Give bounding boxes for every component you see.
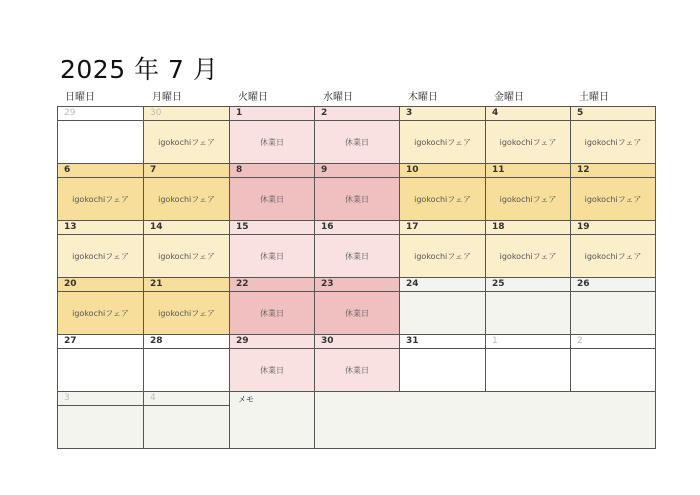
weekday-header — [57, 91, 656, 105]
day-cell[interactable] — [400, 335, 486, 392]
memo-label-cell — [230, 392, 315, 449]
day-event-label: 休業日 — [315, 291, 399, 334]
day-event-label: igokochiフェア — [571, 120, 655, 163]
day-event-label — [486, 291, 570, 334]
day-number: 5 — [577, 108, 584, 118]
day-event-label: igokochiフェア — [400, 120, 485, 163]
day-cell[interactable] — [57, 221, 144, 278]
day-cell[interactable] — [571, 278, 656, 335]
day-event-label: 休業日 — [230, 291, 314, 334]
day-cell[interactable] — [230, 335, 315, 392]
day-event-label — [400, 348, 485, 391]
day-number: 1 — [492, 336, 498, 346]
day-number: 12 — [577, 165, 590, 175]
day-event-label: 休業日 — [315, 234, 399, 277]
day-cell[interactable] — [486, 164, 571, 221]
day-number: 21 — [150, 279, 163, 289]
day-cell[interactable] — [315, 107, 400, 164]
weekday-label: 水曜日 — [323, 92, 353, 103]
day-cell[interactable] — [571, 107, 656, 164]
day-cell[interactable] — [57, 335, 144, 392]
memo-label: メモ — [238, 395, 254, 404]
day-cell[interactable] — [144, 107, 230, 164]
day-cell[interactable] — [57, 107, 144, 164]
day-cell[interactable] — [486, 107, 571, 164]
day-number: 27 — [64, 336, 77, 346]
day-cell[interactable] — [486, 278, 571, 335]
day-cell[interactable] — [315, 335, 400, 392]
day-number: 25 — [492, 279, 505, 289]
day-event-label — [400, 291, 485, 334]
day-number: 15 — [236, 222, 249, 232]
day-cell[interactable] — [144, 392, 230, 449]
day-number: 29 — [236, 336, 249, 346]
day-cell[interactable] — [230, 164, 315, 221]
weekday-label: 土曜日 — [579, 92, 609, 103]
day-cell[interactable] — [486, 221, 571, 278]
day-event-label: 休業日 — [230, 348, 314, 391]
day-cell[interactable] — [57, 392, 144, 449]
day-cell[interactable] — [144, 221, 230, 278]
day-event-label — [571, 291, 655, 334]
day-event-label: igokochiフェア — [400, 234, 485, 277]
day-event-label: igokochiフェア — [58, 234, 143, 277]
day-number: 10 — [406, 165, 419, 175]
weekday-label: 月曜日 — [152, 92, 182, 103]
day-cell[interactable] — [230, 221, 315, 278]
day-cell[interactable] — [315, 164, 400, 221]
day-number: 30 — [321, 336, 334, 346]
day-event-label: igokochiフェア — [144, 234, 229, 277]
day-cell[interactable] — [400, 221, 486, 278]
day-cell[interactable] — [315, 278, 400, 335]
day-event-label: 休業日 — [315, 348, 399, 391]
day-number: 23 — [321, 279, 334, 289]
calendar-grid — [57, 107, 656, 449]
day-cell[interactable] — [57, 164, 144, 221]
day-cell[interactable] — [571, 335, 656, 392]
day-cell[interactable] — [144, 164, 230, 221]
day-event-label: igokochiフェア — [486, 234, 570, 277]
day-number: 17 — [406, 222, 419, 232]
day-number: 13 — [64, 222, 77, 232]
day-event-label — [571, 348, 655, 391]
day-number: 14 — [150, 222, 163, 232]
day-number: 30 — [150, 108, 162, 118]
day-cell[interactable] — [144, 278, 230, 335]
day-event-label — [144, 405, 229, 448]
day-number: 31 — [406, 336, 419, 346]
day-event-label: igokochiフェア — [58, 291, 143, 334]
day-number: 3 — [64, 393, 70, 403]
day-event-label: igokochiフェア — [144, 177, 229, 220]
day-event-label: 休業日 — [230, 177, 314, 220]
day-event-label — [486, 348, 570, 391]
day-event-label: igokochiフェア — [144, 120, 229, 163]
day-number: 22 — [236, 279, 249, 289]
day-number: 3 — [406, 108, 413, 118]
day-event-label: igokochiフェア — [486, 177, 570, 220]
day-event-label: igokochiフェア — [486, 120, 570, 163]
day-cell[interactable] — [571, 221, 656, 278]
day-number: 19 — [577, 222, 590, 232]
day-cell[interactable] — [315, 221, 400, 278]
day-number: 11 — [492, 165, 505, 175]
day-event-label: igokochiフェア — [144, 291, 229, 334]
memo-area[interactable] — [315, 392, 656, 449]
day-number: 20 — [64, 279, 77, 289]
day-event-label: 休業日 — [315, 177, 399, 220]
day-event-label — [58, 348, 143, 391]
weekday-label: 火曜日 — [238, 92, 268, 103]
day-cell[interactable] — [57, 278, 144, 335]
day-cell[interactable] — [144, 335, 230, 392]
day-cell[interactable] — [400, 107, 486, 164]
day-number: 29 — [64, 108, 76, 118]
day-number: 2 — [577, 336, 583, 346]
day-cell[interactable] — [230, 278, 315, 335]
day-number: 1 — [236, 108, 243, 118]
day-number: 4 — [492, 108, 499, 118]
day-cell[interactable] — [400, 164, 486, 221]
day-cell[interactable] — [230, 107, 315, 164]
day-cell[interactable] — [571, 164, 656, 221]
day-event-label — [58, 405, 143, 448]
day-event-label: igokochiフェア — [571, 177, 655, 220]
weekday-label: 金曜日 — [494, 92, 524, 103]
page-title: 2025 年 7 月 — [60, 55, 219, 84]
day-number: 28 — [150, 336, 163, 346]
day-event-label — [58, 120, 143, 163]
day-number: 4 — [150, 393, 156, 403]
day-event-label: 休業日 — [230, 120, 314, 163]
day-event-label: igokochiフェア — [400, 177, 485, 220]
day-cell[interactable] — [486, 335, 571, 392]
day-number: 7 — [150, 165, 157, 175]
day-number: 24 — [406, 279, 419, 289]
weekday-label: 日曜日 — [65, 92, 95, 103]
day-number: 26 — [577, 279, 590, 289]
day-number: 6 — [64, 165, 71, 175]
day-number: 18 — [492, 222, 505, 232]
day-number: 16 — [321, 222, 334, 232]
day-number: 8 — [236, 165, 243, 175]
weekday-label: 木曜日 — [408, 92, 438, 103]
day-event-label: 休業日 — [230, 234, 314, 277]
day-event-label — [144, 348, 229, 391]
day-number: 2 — [321, 108, 328, 118]
day-event-label: igokochiフェア — [571, 234, 655, 277]
day-event-label: 休業日 — [315, 120, 399, 163]
day-number: 9 — [321, 165, 328, 175]
day-event-label: igokochiフェア — [58, 177, 143, 220]
day-cell[interactable] — [400, 278, 486, 335]
